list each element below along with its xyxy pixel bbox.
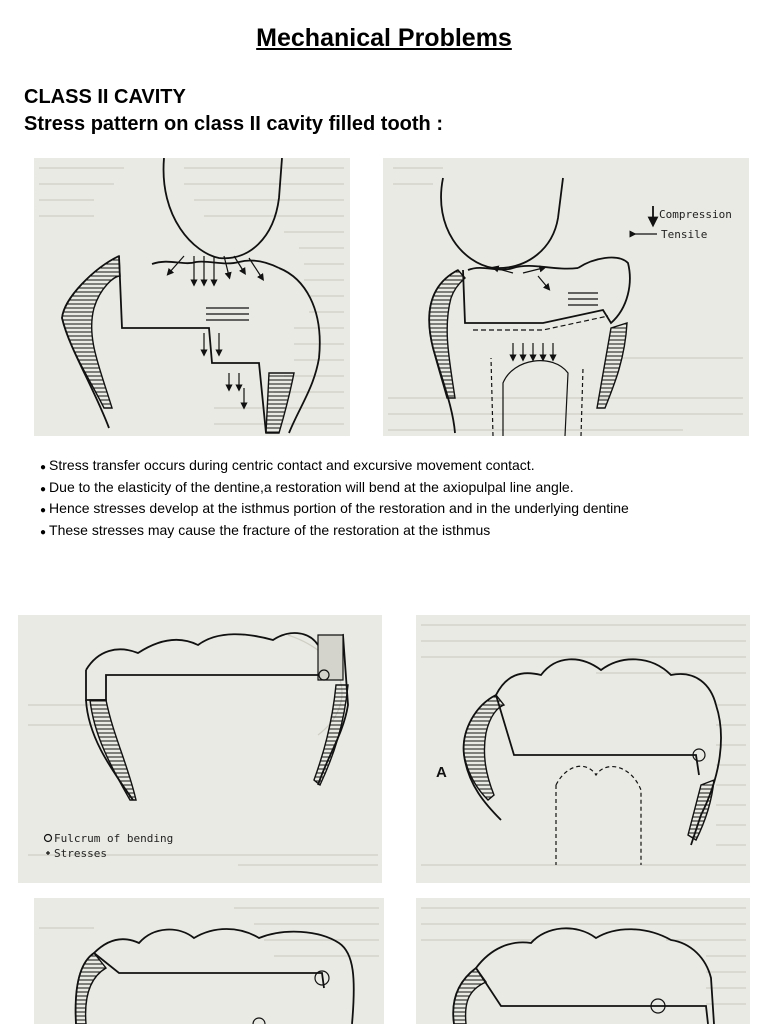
list-item: ● These stresses may cause the fracture of the restoration at the isthmus [40,521,491,538]
figure-stress-pattern-right [383,158,749,436]
section-subheading: Stress pattern on class II cavity filled tooth : [24,113,443,135]
list-item: ● Hence stresses develop at the isthmus portion of the restoration and in the underlying dentine [40,500,629,516]
figure-stress-pattern-left [34,158,350,436]
legend-stresses: Stresses [54,847,107,860]
legend-compression: Compression [659,208,732,221]
figure-bottom-right [416,898,750,1024]
list-item: ● Stress transfer occurs during centric contact and excursive movement contact. [40,457,535,473]
legend-tensile: Tensile [661,228,708,241]
list-item: ● Due to the elasticity of the dentine,a restoration will bend at the axiopulpal line angle. [40,478,574,495]
figure-fulcrum-right [416,615,750,883]
bullet-list [40,456,740,542]
figure-label-a: A [436,764,447,781]
figure-bottom-left [34,898,384,1024]
section-heading: CLASS II CAVITY [24,86,186,108]
page-title: Mechanical Problems [256,24,512,52]
legend-fulcrum: Fulcrum of bending [54,832,174,845]
figure-fulcrum-left [18,615,382,883]
